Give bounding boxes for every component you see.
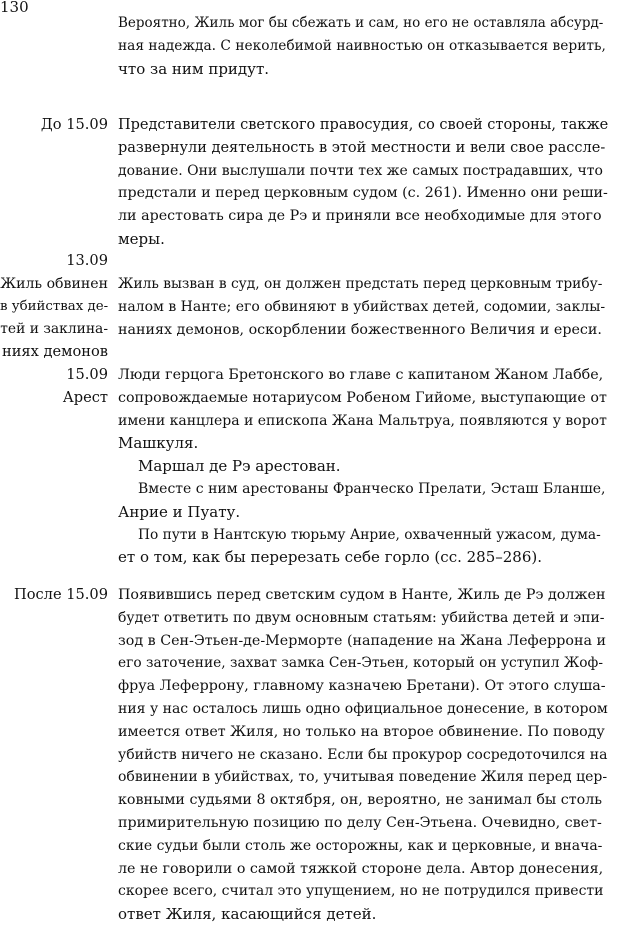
text-line: Вместе с ним арестованы Франческо Прелати, Эсташ Бланше, — [138, 480, 606, 497]
text-line: примирительную позицию по делу Сен-Этьена. Очевидно, свет- — [118, 814, 602, 831]
text-line: что за ним придут. — [118, 59, 270, 78]
date-label: После 15.09 — [13, 586, 108, 603]
text-line: фруа Леферрону, главному казначею Бретани). От этого слуша- — [118, 678, 606, 695]
intro-paragraph — [118, 12, 608, 80]
text-line: дование. Они выслушали почти тех же самых пострадавших, что — [118, 162, 603, 179]
note-line: в убийствах де- — [0, 298, 108, 314]
text-line: налом в Нанте; его обвиняют в убийствах детей, содомии, заклы- — [118, 298, 606, 315]
text-line: ковными судьями 8 октября, он, вероятно, не занимал бы столь — [118, 792, 603, 809]
margin-date — [0, 584, 108, 607]
text-line: ния у нас осталось лишь одно официальное донесение, в котором — [118, 700, 608, 717]
text-line: Маршал де Рэ арестован. — [138, 457, 341, 476]
text-line: его заточение, захват замка Сен-Этьен, который он уступил Жоф- — [118, 655, 603, 672]
date-label: 15.09 — [66, 366, 108, 383]
entry-paragraph — [118, 584, 608, 926]
entry-paragraph — [118, 364, 608, 569]
page-number: 130 — [0, 0, 29, 16]
text-line: ет о том, как бы перерезать себе горло (сс. 285–286). — [118, 548, 543, 567]
text-line: убийств ничего не сказано. Если бы прокурор сосредоточился на — [118, 746, 608, 763]
text-line: зод в Сен-Этьен-де-Мерморте (нападение на Жана Леферрона и — [118, 632, 606, 649]
date-label: До 15.09 — [40, 116, 108, 133]
text-line: скорее всего, считал это упущением, но не потрудился привести — [118, 883, 604, 900]
text-line: имеется ответ Жиля, но только на второе обвинение. По поводу — [118, 723, 605, 740]
text-line: ле не говорили о самой тяжкой стороне дела. Автор донесения, — [118, 860, 604, 877]
margin-note — [0, 250, 108, 364]
text-line: Анрие и Пуату. — [118, 502, 241, 521]
text-line: Люди герцога Бретонского во главе с капитаном Жаном Лаббе, — [118, 367, 604, 383]
text-line: По пути в Нантскую тюрьму Анрие, охваченный ужасом, дума- — [138, 526, 601, 543]
text-line: Представители светского правосудия, со своей стороны, также — [118, 117, 608, 133]
text-line: ли арестовать сира де Рэ и приняли все необходимые для этого — [118, 208, 602, 225]
text-line: наниях демонов, оскорблении божественного Величия и ереси. — [118, 321, 602, 338]
text-line: обвинении в убийствах, то, учитывая поведение Жиля перед цер- — [118, 769, 608, 786]
note-line: ниях демонов — [1, 343, 108, 361]
text-line: ские судьи были столь же осторожны, как и церковные, и внача- — [118, 837, 603, 854]
entry-paragraph — [118, 273, 608, 341]
text-line: Жиль вызван в суд, он должен предстать перед церковным трибу- — [118, 276, 603, 292]
date-label: 13.09 — [66, 252, 108, 269]
text-line: Вероятно, Жиль мог бы сбежать и сам, но его не оставляла абсурд- — [118, 15, 604, 31]
text-line: меры. — [118, 229, 165, 248]
note-line: тей и заклина- — [0, 321, 108, 338]
note-line: Жиль обвинен — [0, 275, 108, 292]
entry-paragraph — [118, 114, 608, 251]
text-line: Появившись перед светским судом в Нанте, Жиль де Рэ должен — [118, 587, 606, 603]
text-line: развернули деятельность в этой местности и вели свое рассле- — [118, 139, 606, 156]
text-line: имени канцлера и епископа Жана Мальтруа, появляются у ворот — [118, 412, 607, 429]
text-line: Машкуля. — [118, 434, 199, 453]
margin-note — [0, 364, 108, 410]
text-line: будет ответить по двум основным статьям: убийства детей и эпи- — [118, 609, 605, 626]
margin-date — [0, 114, 108, 137]
text-line: сопровождаемые нотариусом Робеном Гийоме, выступающие от — [118, 389, 607, 406]
note-line: Арест — [62, 388, 108, 406]
text-line: ная надежда. С неколебимой наивностью он отказывается верить, — [118, 37, 606, 54]
text-line: ответ Жиля, касающийся детей. — [118, 905, 377, 924]
text-line: предстали и перед церковным судом (с. 261). Именно они реши- — [118, 185, 608, 202]
